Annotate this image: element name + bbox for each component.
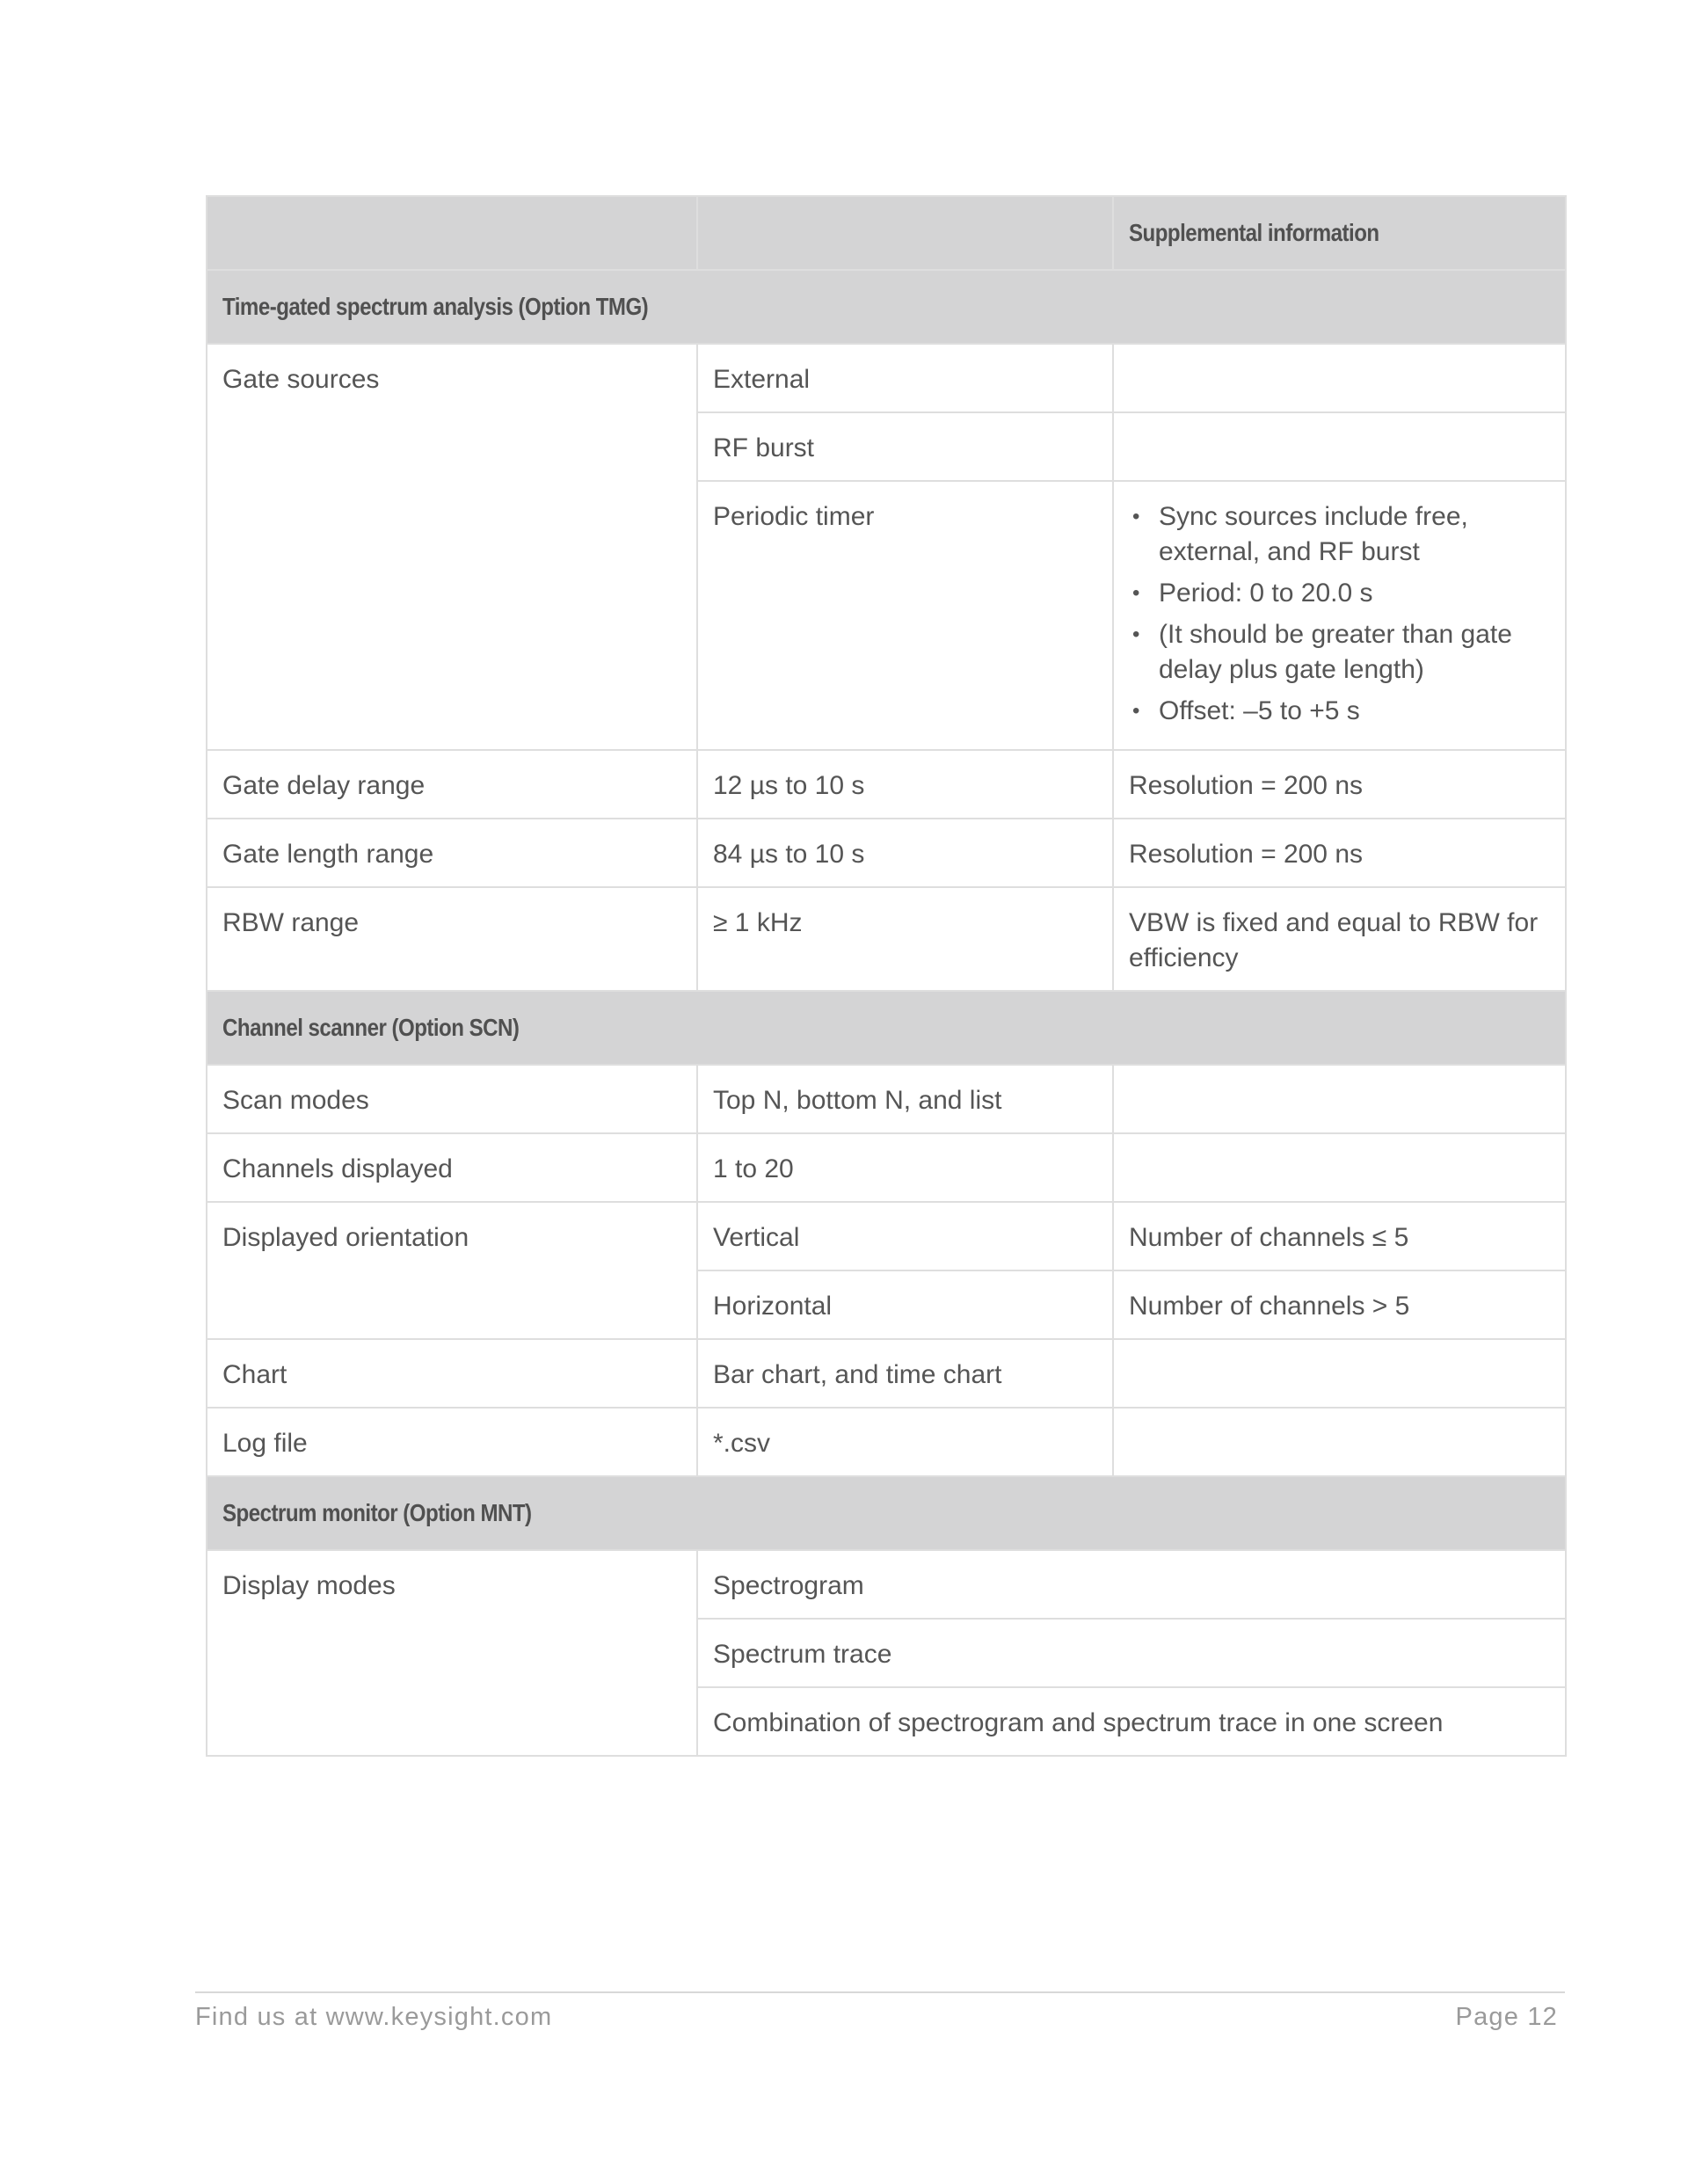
cell-info [1113,1339,1566,1408]
table-row [207,887,1566,991]
cell-value: Top N, bottom N, and list [697,1065,1113,1133]
table-row [207,1065,1566,1133]
cell-value: Vertical [697,1202,1113,1270]
header-cell-supplemental: Supplemental information [1113,196,1566,270]
footer-divider [195,1991,1565,1993]
cell-info: Number of channels > 5 [1113,1270,1566,1339]
section-title: Spectrum monitor (Option MNT) [207,1476,1566,1550]
cell-value: *.csv [697,1408,1113,1476]
cell-value: Horizontal [697,1270,1113,1339]
list-item: • Period: 0 to 20.0 s [1159,576,1550,611]
row-label: Gate delay range [207,750,697,819]
table-row [207,1550,1566,1619]
cell-value: 12 µs to 10 s [697,750,1113,819]
cell-info: Resolution = 200 ns [1113,750,1566,819]
table-header-row [207,196,1566,270]
row-label: Gate length range [207,819,697,887]
list-item: • (It should be greater than gate delay plus gate length) [1159,617,1550,688]
section-title: Channel scanner (Option SCN) [207,991,1566,1065]
row-label: Channels displayed [207,1133,697,1202]
list-item: • Offset: –5 to +5 s [1159,694,1550,729]
bullet-list [1129,499,1550,729]
cell-value: Spectrum trace [697,1619,1566,1687]
header-cell-2 [697,196,1113,270]
cell-info [1113,1065,1566,1133]
page-number: Page 12 [1455,2003,1558,2031]
cell-info-periodic-timer [1113,481,1566,750]
cell-value: 84 µs to 10 s [697,819,1113,887]
table-row [207,1133,1566,1202]
cell-info [1113,1408,1566,1476]
cell-value: Bar chart, and time chart [697,1339,1113,1408]
cell-info: Resolution = 200 ns [1113,819,1566,887]
cell-value: Combination of spectrogram and spectrum trace in one screen [697,1687,1566,1756]
cell-value: External [697,344,1113,412]
section-title: Time-gated spectrum analysis (Option TMG) [207,270,1566,344]
cell-value: RF burst [697,412,1113,481]
list-item: • Sync sources include free, external, and RF burst [1159,499,1550,570]
cell-value: ≥ 1 kHz [697,887,1113,991]
table-row [207,1202,1566,1270]
cell-info [1113,412,1566,481]
cell-value: Periodic timer [697,481,1113,750]
cell-info: VBW is fixed and equal to RBW for efficiency [1113,887,1566,991]
row-label-orientation: Displayed orientation [207,1202,697,1339]
cell-value: Spectrogram [697,1550,1566,1619]
footer-website-link[interactable]: Find us at www.keysight.com [195,2003,553,2031]
table-row [207,1408,1566,1476]
table-row [207,819,1566,887]
section-header-scn [207,991,1566,1065]
cell-value: 1 to 20 [697,1133,1113,1202]
section-header-mnt [207,1476,1566,1550]
header-cell-1 [207,196,697,270]
cell-info [1113,1133,1566,1202]
spec-table [206,195,1567,1757]
row-label-display-modes: Display modes [207,1550,697,1756]
cell-info [1113,344,1566,412]
table-row [207,750,1566,819]
cell-info: Number of channels ≤ 5 [1113,1202,1566,1270]
row-label: Log file [207,1408,697,1476]
row-label-gate-sources: Gate sources [207,344,697,750]
table-row [207,344,1566,412]
row-label: RBW range [207,887,697,991]
row-label: Chart [207,1339,697,1408]
section-header-tmg [207,270,1566,344]
table-row [207,1339,1566,1408]
row-label: Scan modes [207,1065,697,1133]
